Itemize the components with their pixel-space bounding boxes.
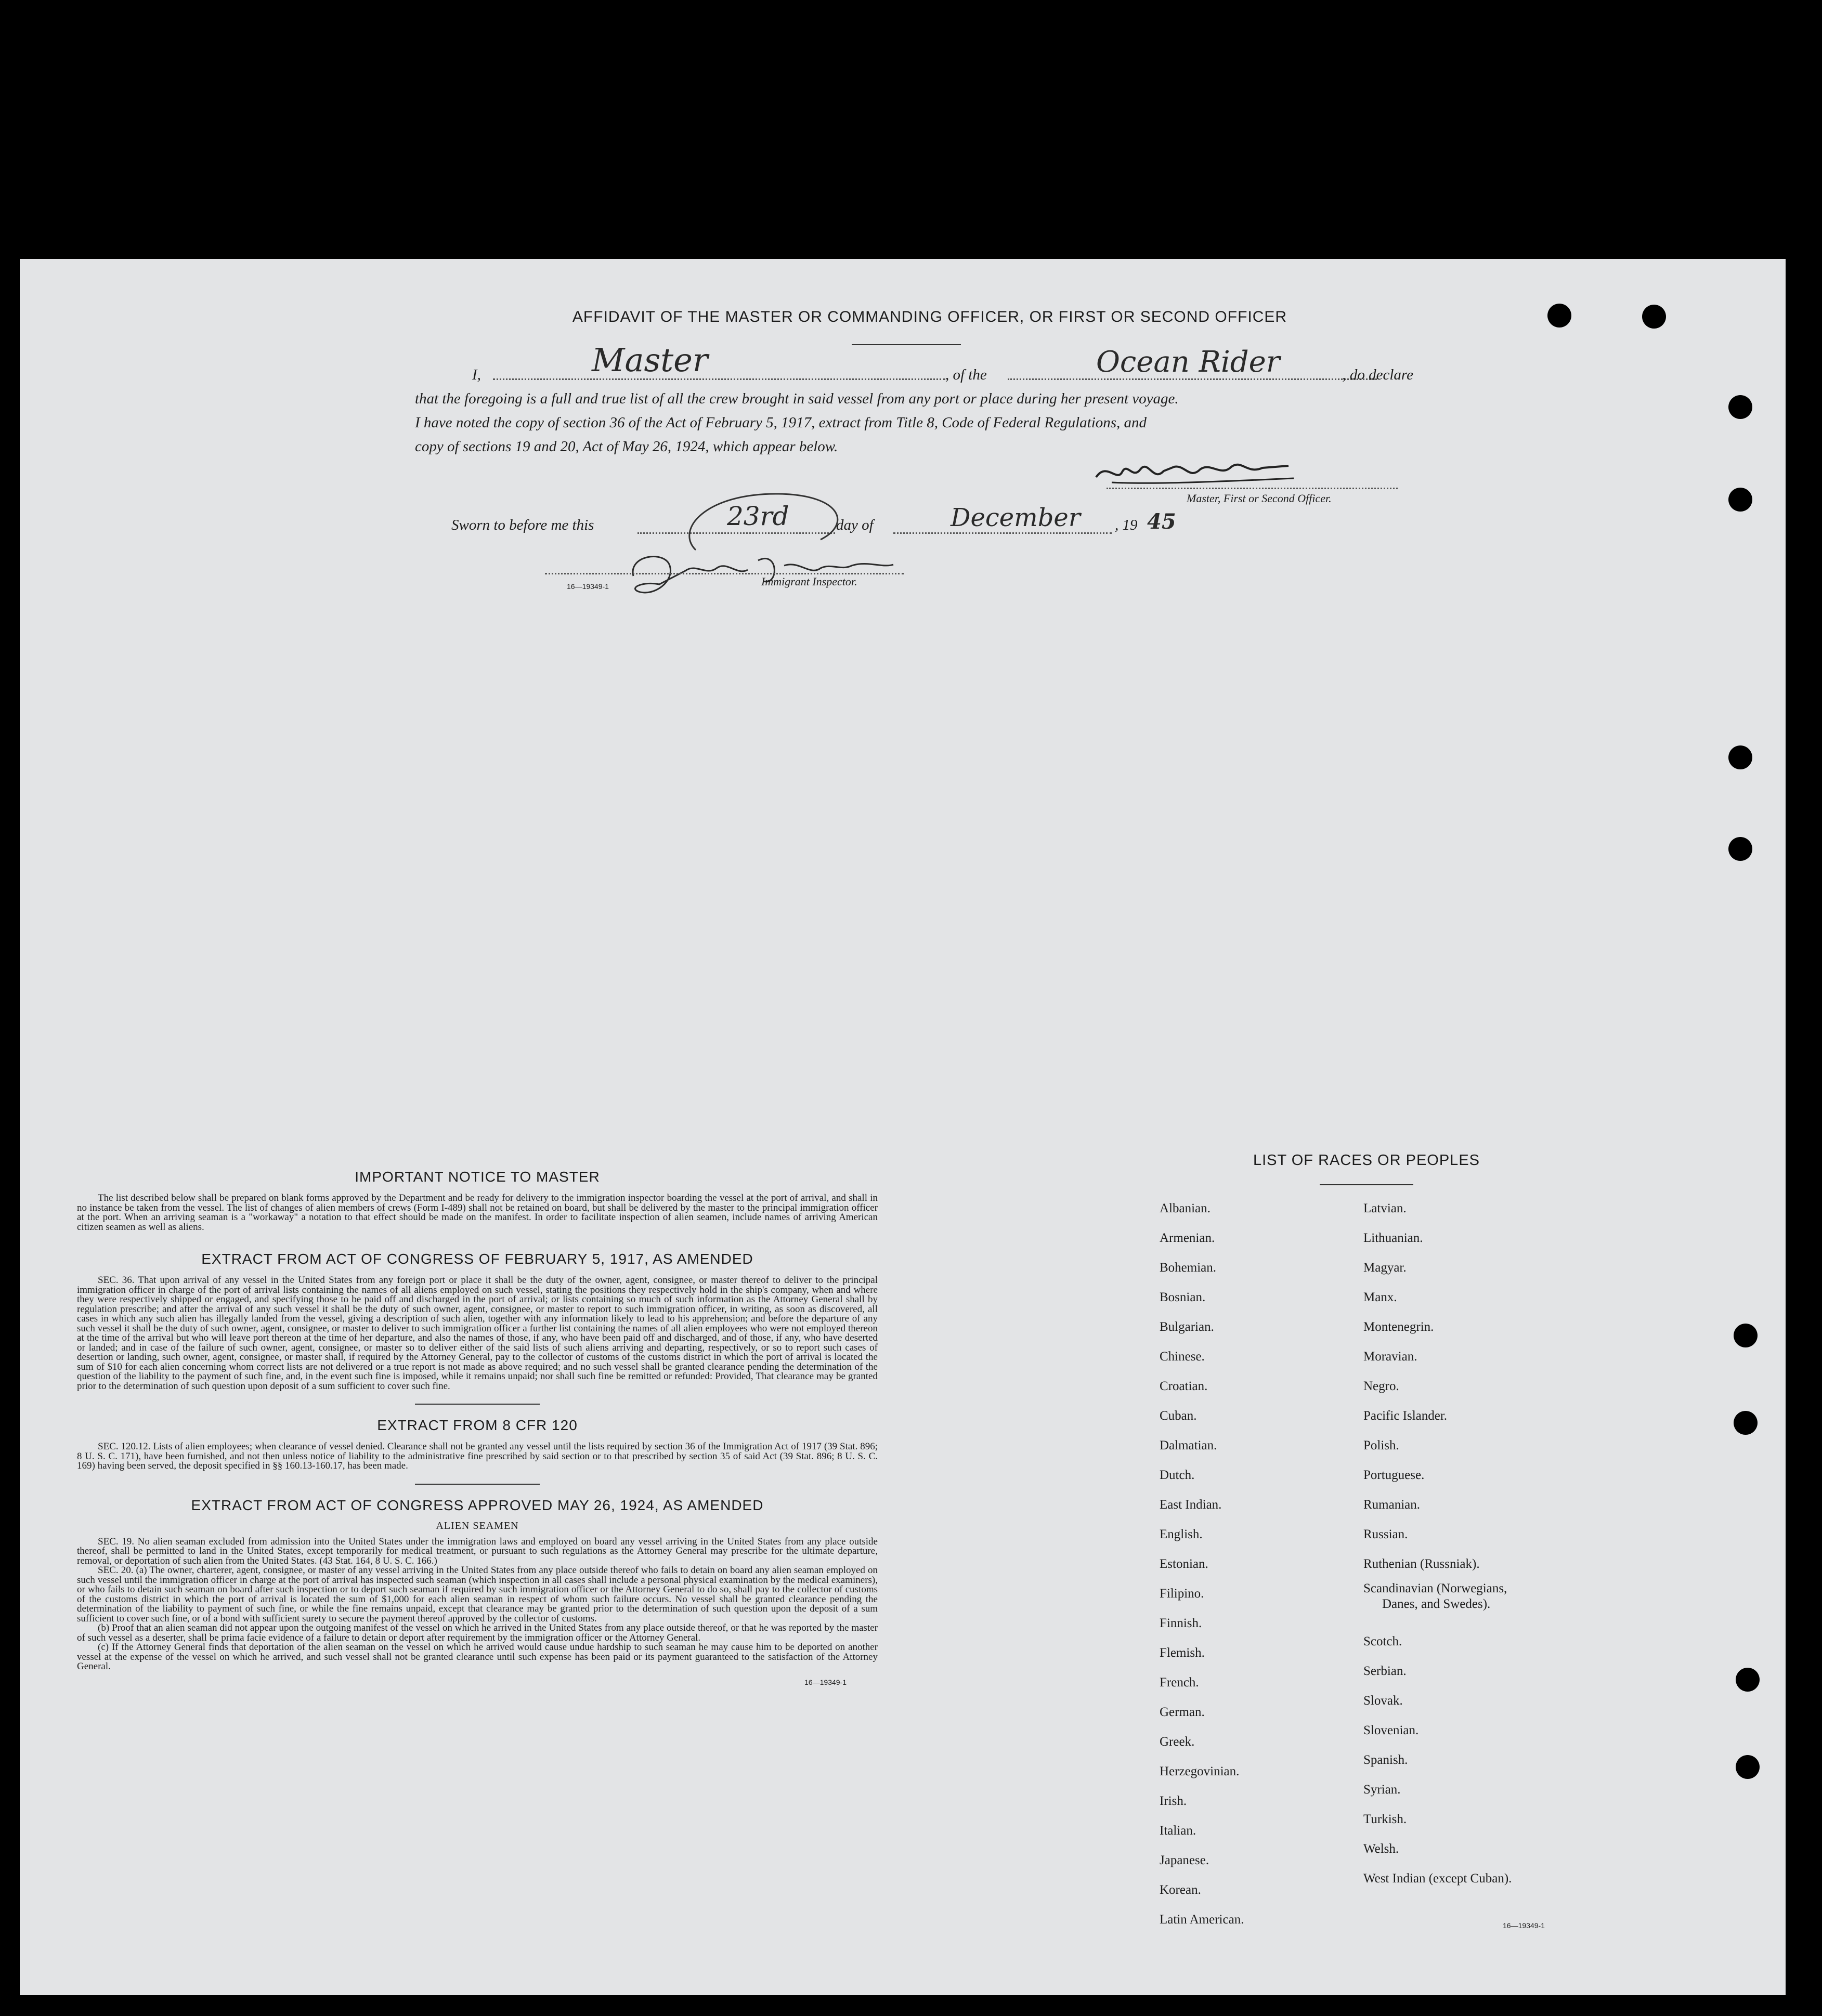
punch-hole [1728,488,1752,512]
punch-hole [1736,1755,1760,1779]
sec20c-text: (c) If the Attorney General finds that deportation of the alien seaman on the vessel on which he arrived would cause undue hardship to such seaman he may cause him to be deported on another vessel at the expense of the vessel on which he arrived, and such vessel shall not be granted clearance until such expense has been paid or its payment guaranteed to the satisfaction of the Attorney General. [77,1642,878,1672]
sec20c-body [77,1643,878,1672]
extract-1917-text: SEC. 36. That upon arrival of any vessel in the United States from any foreign port or place it shall be the duty of the owner, agent, consignee, or master thereof to deliver to the principal immigration officer in charge of the port of arrival lists containing the names of all aliens employed on such vessel, stating the positions they respectively hold in the ship's company, when and where they were respectively shipped or engaged, and specifying those to be paid off and discharged in the port of arrival; or lists containing so much of such information as the Attorney General shall by regulation prescribe; and after the arrival of any such vessel it shall be the duty of such owner, agent, consignee, or master to report to such immigration officer, in writing, as soon as discovered, all cases in which any such alien has illegally landed from the vessel, giving a description of such alien, together with any information likely to lead to his apprehension; and before the departure of any such vessel it shall be the duty of such owner, agent, consignee, or master to deliver to such immigration officer a further list containing the names of all alien employees who were not employed thereon at the time of the arrival but who will leave port thereon at the time of her departure, and also the names of those, if any, who have been paid off and discharged, and of those, if any, who have deserted or landed; and in case of the failure of such owner, agent, consignee, or master so to deliver either of the said lists of such aliens arriving and departing, respectively, or so to report such cases of desertion or landing, such owner, agent, consignee, or master shall, if required by the Attorney General, pay to the collector of customs of the customs district in which the port of arrival is located the sum of $10 for each alien concerning whom correct lists are not delivered or a true report is not made as above required; and no such vessel shall be granted clearance pending the determination of the question of the liability to the payment of such fine, and, in the event such fine is imposed, while it remains unpaid; nor shall such fine be remitted or refunded: Provided, That clearance may be granted prior to the determination of such question upon deposit of a sum sufficient to cover such fine. [77,1275,878,1392]
race-item: Moravian. [1363,1350,1417,1364]
races-right-column [1363,1194,1512,1893]
race-item: Irish. [1160,1794,1187,1808]
section-divider [415,1404,540,1405]
inspector-caption: Immigrant Inspector. [761,575,857,588]
race-item: Magyar. [1363,1261,1407,1275]
races-title: LIST OF RACES OR PEOPLES [1253,1152,1480,1169]
race-item: Turkish. [1363,1812,1407,1826]
sec20a-text: SEC. 20. (a) The owner, charterer, agent, consignee, or master of any vessel arriving in the United States from any place outside thereof who fails to detain on board any alien seaman employed on such vessel until the immigration officer in charge at the port of arrival has inspected such seaman (which inspection in all cases shall include a personal physical examination by the medical examiners), or who fails to detain such seaman on board after such inspection or to deport such seaman if required by such immigration officer or the Attorney General to do so, shall pay to the collector of customs of the customs district in which the port of arrival is located the sum of $1,000 for each alien seaman in respect of whom such failure occurs. No vessel shall be granted clearance pending the determination of the liability to payment of such fine, or while the fine remains unpaid, except that clearance may be granted prior to the determination of such question upon the deposit of a sum sufficient to cover such fine, or of a bond with sufficient surety to secure the payment thereof approved by the collector of customs. [77,1565,878,1624]
notice-section [77,1169,878,1686]
signature-caption: Master, First or Second Officer. [1187,492,1332,505]
punch-hole [1728,395,1752,419]
extract-1917-title: EXTRACT FROM ACT OF CONGRESS OF FEBRUARY 5, 1917, AS AMENDED [201,1251,753,1267]
race-item: English. [1160,1527,1203,1541]
race-item: Japanese. [1160,1853,1209,1867]
race-item: Polish. [1363,1438,1399,1452]
race-item: Rumanian. [1363,1498,1421,1512]
race-item: Latvian. [1363,1201,1407,1215]
sec20b-text: (b) Proof that an alien seaman did not appear upon the outgoing manifest of the vessel on which he arrived in the United States from any place outside thereof, or that he was reported by the master of such vessel as a deserter, shall be prima facie evidence of a failure to detain or deport after requirement by the immigration officer or the Attorney General. [77,1622,878,1643]
year-handwritten: 45 [1147,509,1176,534]
race-item: Manx. [1363,1290,1397,1304]
notice-body [77,1194,878,1232]
race-item: Latin American. [1160,1913,1244,1927]
races-divider [1320,1184,1413,1185]
punch-hole [1728,837,1752,861]
punch-hole [1642,305,1666,329]
race-item: Serbian. [1363,1664,1407,1678]
sworn-prefix: Sworn to before me this [451,517,594,533]
cfr-text: SEC. 120.12. Lists of alien employees; when clearance of vessel denied. Clearance shall not be granted any vessel until the lists required by section 36 of the Immigration Act of 1917 (39 Stat. 896; 8 U. S. C. 171), have been furnished, and not then unless notice of liability to the administrative fine prescribed by said section or to that prescribed by section 35 of said Act (39 Stat. 896; 8 U. S. C. 169) having been served, the deposit specified in §§ 160.13-160.17, has been made. [77,1441,878,1471]
section-divider [415,1484,540,1485]
race-item: Montenegrin. [1363,1320,1434,1334]
sec19-text: SEC. 19. No alien seaman excluded from admission into the United States under the immigration laws and employed on board any vessel arriving in the United States from any place outside thereof, shall be permitted to land in the United States, except temporarily for medical treatment, or pursuant to such regulations as the Attorney General may prescribe for the ultimate departure, removal, or deportation of such alien from the United States. (43 Stat. 164, 8 U. S. C. 166.) [77,1536,878,1566]
form-number-left: 16—19349-1 [804,1678,847,1686]
master-signature [1091,451,1309,493]
inspector-line [545,573,904,574]
race-item: Cuban. [1160,1409,1197,1423]
vessel-name-handwritten: Ocean Rider [1096,345,1280,379]
race-item: Lithuanian. [1363,1231,1423,1245]
race-item: Finnish. [1160,1616,1202,1630]
race-item: Syrian. [1363,1783,1401,1797]
declaration-line-2: that the foregoing is a full and true list of all the crew brought in said vessel from any port or place during her present voyage. [415,390,1179,407]
of-the-label: , of the [945,366,987,383]
year-prefix: , 19 [1115,517,1138,533]
day-of-label: day of [836,517,874,533]
document-page [20,259,1786,1995]
race-item: Greek. [1160,1735,1195,1749]
punch-hole [1728,745,1752,769]
notice-text: The list described below shall be prepared on blank forms approved by the Department and be ready for delivery to the immigration inspector boarding the vessel at the port of arrival, and shall in no instance be taken from the vessel. The list of changes of alien members of crews (Form I-489) shall not be retained on board, but shall be delivered by the master to the principal immigration officer at the port. When an arriving seaman is a "workaway" a notation to that effect should be made on the manifest. In order to facilitate inspection of alien seamen, include names of arriving American citizen seamen as well as aliens. [77,1193,878,1233]
inspector-signature [623,540,904,602]
race-item: West Indian (except Cuban). [1363,1871,1512,1886]
punch-hole [1736,1668,1760,1692]
declaration-line-3: I have noted the copy of section 36 of the Act of February 5, 1917, extract from Title 8, Code of Federal Regulations, and [415,414,1147,431]
race-item: Chinese. [1160,1350,1205,1364]
punch-hole [1734,1324,1758,1347]
day-handwritten: 23rd [727,501,789,531]
declaration-line-4: copy of sections 19 and 20, Act of May 26, 1924, which appear below. [415,438,838,455]
race-item: Scotch. [1363,1634,1402,1648]
race-item: Dalmatian. [1160,1438,1217,1452]
race-item: Korean. [1160,1883,1201,1897]
race-item: Filipino. [1160,1587,1204,1601]
race-item: Pacific Islander. [1363,1409,1448,1423]
race-item: Italian. [1160,1824,1196,1838]
race-item: Bosnian. [1160,1290,1206,1304]
race-item: Slovak. [1363,1694,1403,1708]
race-item: Russian. [1363,1527,1408,1541]
punch-hole [1734,1411,1758,1435]
month-line [893,532,1112,534]
race-item: Armenian. [1160,1231,1215,1245]
affidavit-title: AFFIDAVIT OF THE MASTER OR COMMANDING OFFICER, OR FIRST OR SECOND OFFICER [572,308,1287,325]
sec20b-body [77,1624,878,1643]
race-item: Spanish. [1363,1753,1408,1767]
declaration-prefix: I, [472,366,481,383]
cfr-title: EXTRACT FROM 8 CFR 120 [377,1417,578,1433]
form-number-right: 16—19349-1 [1503,1921,1545,1930]
extract-1917-body [77,1276,878,1391]
race-item: Negro. [1363,1379,1399,1393]
race-item: Dutch. [1160,1468,1195,1482]
do-declare-label: , do declare [1342,366,1413,383]
race-item: Slovenian. [1363,1723,1419,1737]
master-handwritten: Master [592,341,708,379]
race-item-scandinavian [1363,1579,1512,1627]
extract-1924-title: EXTRACT FROM ACT OF CONGRESS APPROVED MAY 26, 1924, AS AMENDED [191,1497,764,1513]
race-item: Portuguese. [1363,1468,1425,1482]
notice-title: IMPORTANT NOTICE TO MASTER [355,1169,600,1185]
race-item: French. [1160,1675,1199,1690]
sec19-body [77,1537,878,1566]
name-line [493,378,945,380]
sec20a-body [77,1566,878,1624]
race-item: Herzegovinian. [1160,1764,1240,1778]
race-item: Ruthenian (Russniak). [1363,1557,1480,1571]
alien-seamen-subtitle: ALIEN SEAMEN [436,1520,519,1531]
race-item: Flemish. [1160,1646,1205,1660]
races-left-column [1160,1194,1244,1934]
declaration-line-1 [415,341,1413,387]
race-item-line-1: Scandinavian (Norwegians, [1363,1581,1507,1595]
title-divider [852,344,961,345]
race-item: East Indian. [1160,1498,1222,1512]
race-item: Croatian. [1160,1379,1208,1393]
race-item: Estonian. [1160,1557,1208,1571]
race-item: Bulgarian. [1160,1320,1214,1334]
race-item-line-2: Danes, and Swedes). [1382,1597,1491,1611]
race-item: Welsh. [1363,1842,1399,1856]
race-item: Bohemian. [1160,1261,1217,1275]
punch-hole [1547,304,1571,328]
signature-line [1107,488,1398,489]
form-number-top: 16—19349-1 [567,582,609,591]
month-handwritten: December [951,503,1081,532]
race-item: Albanian. [1160,1201,1211,1215]
cfr-body [77,1442,878,1471]
affidavit-body [415,341,1413,459]
race-item: German. [1160,1705,1205,1719]
